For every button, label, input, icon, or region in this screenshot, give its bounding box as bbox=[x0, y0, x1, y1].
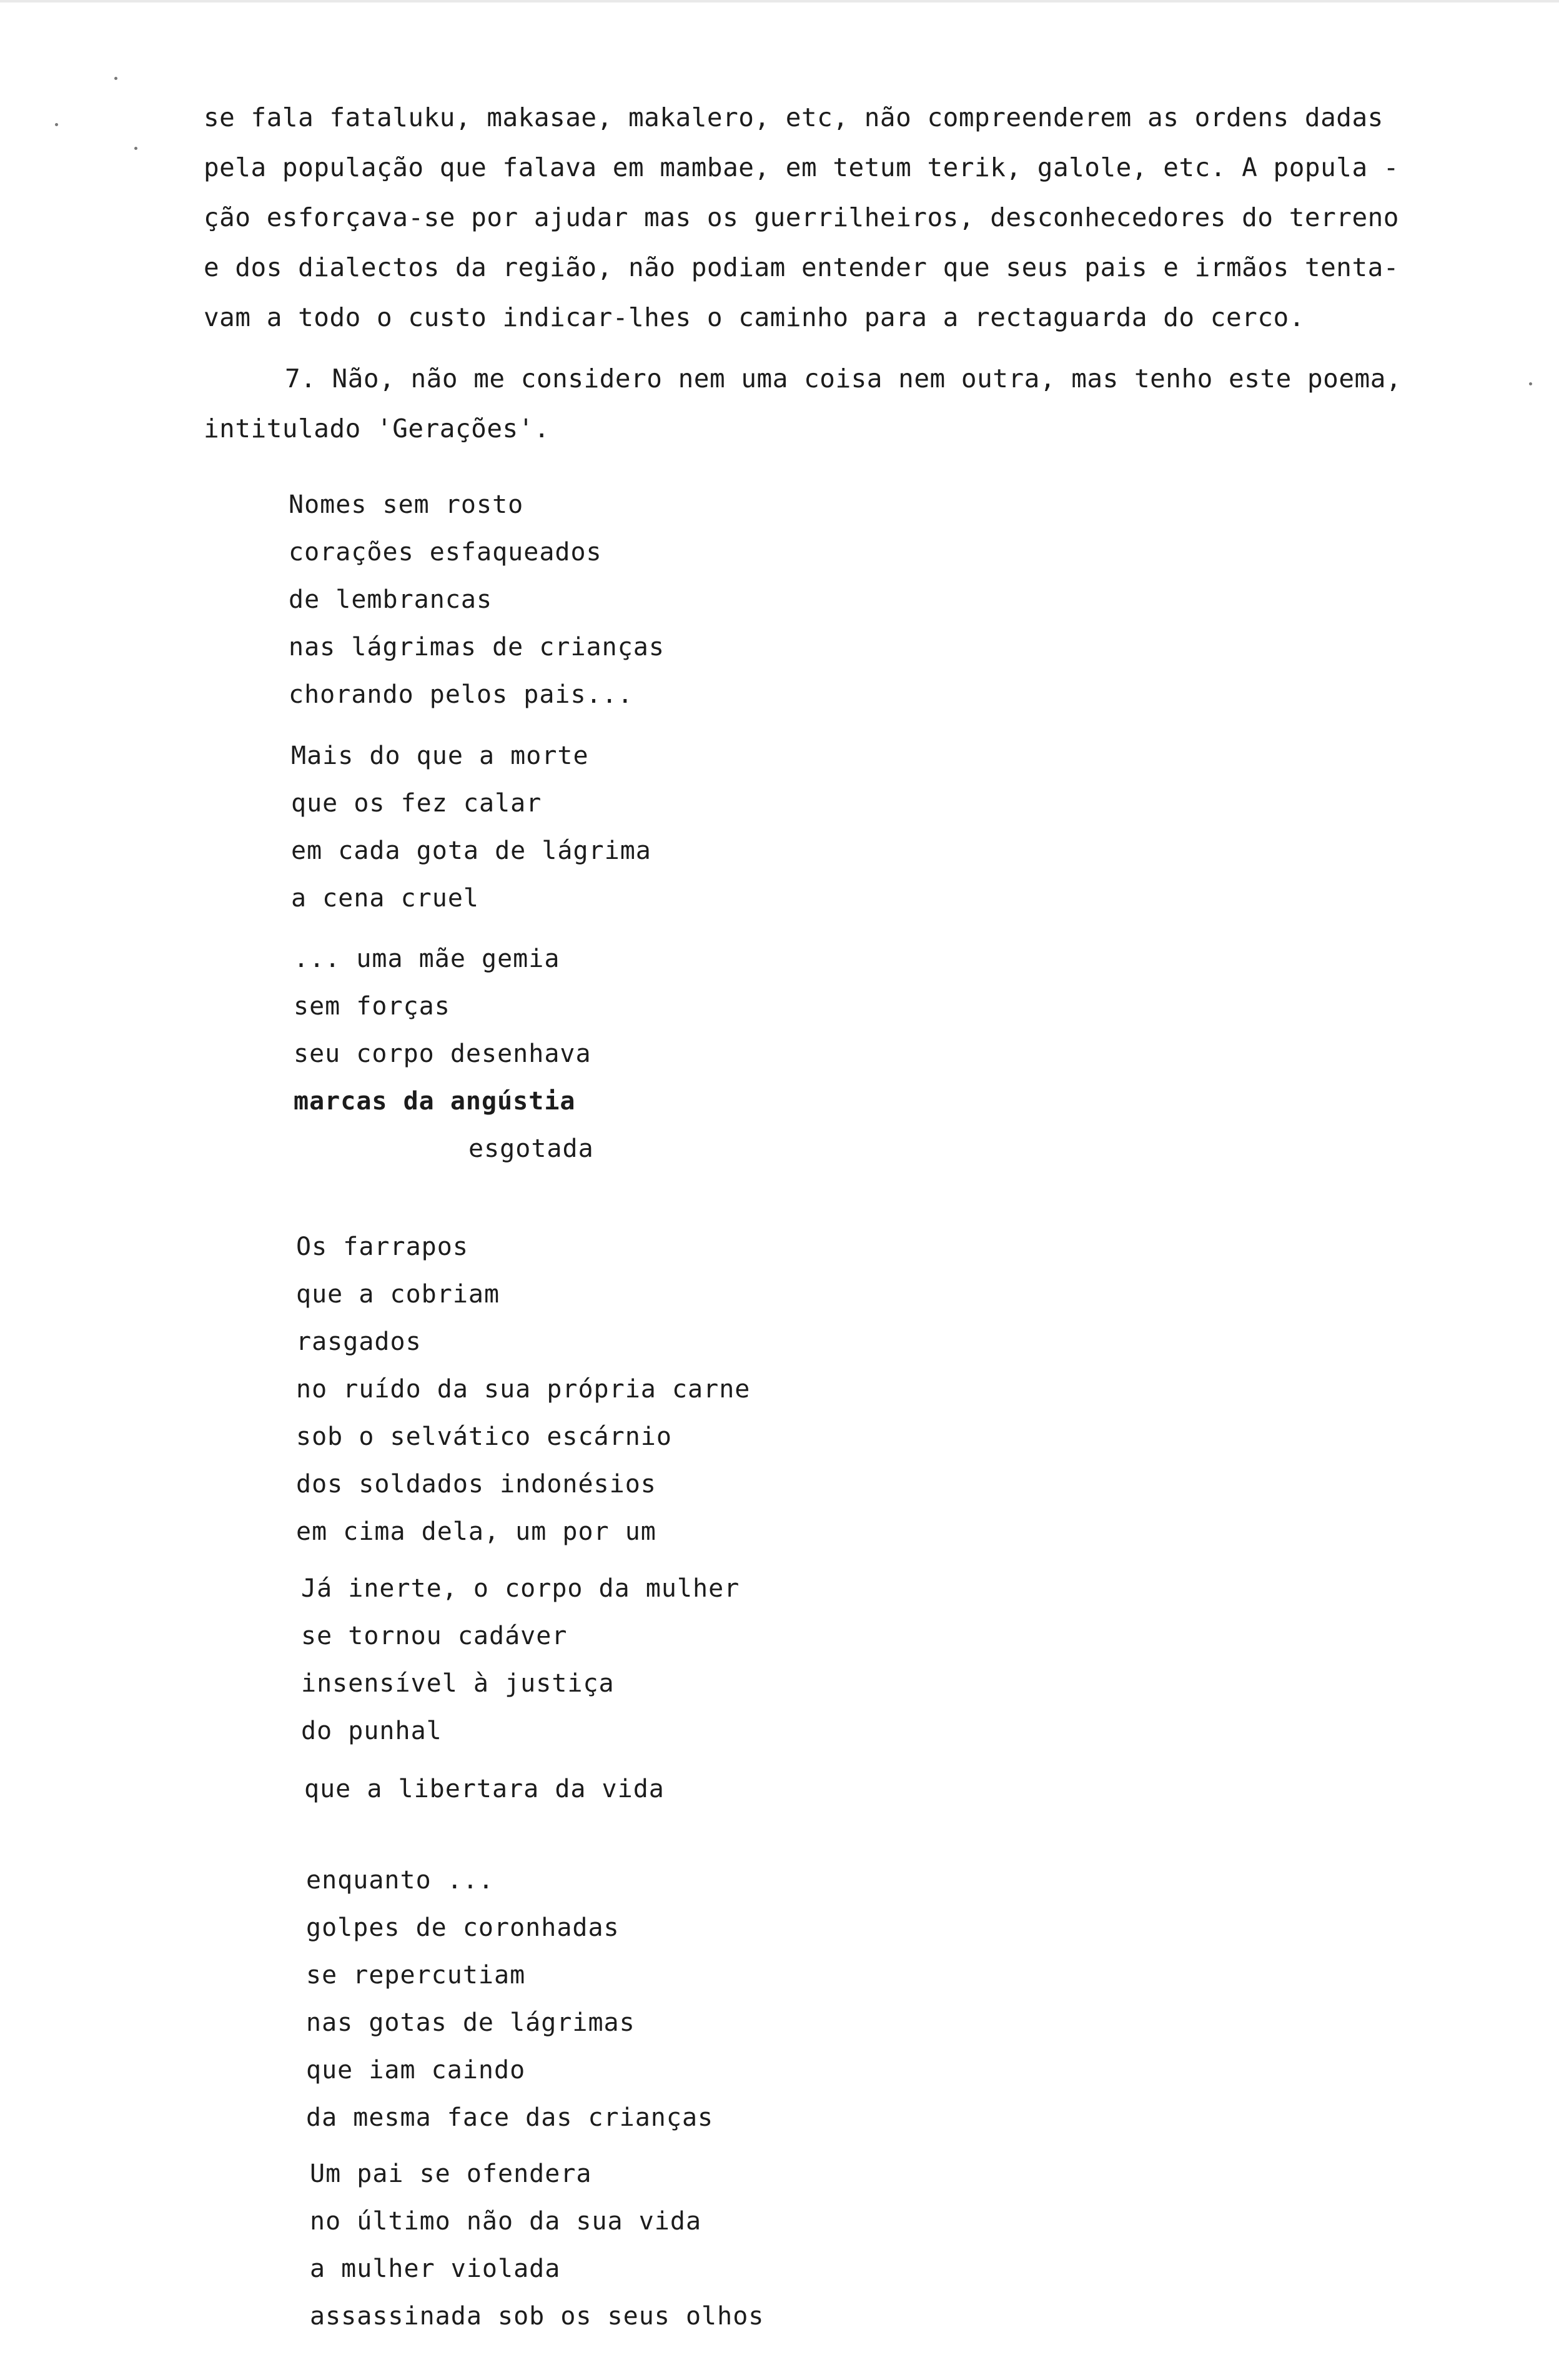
poem-stanza bbox=[294, 935, 594, 1173]
poem-line: Um pai se ofendera bbox=[310, 2159, 592, 2188]
poem-line: corações esfaqueados bbox=[289, 538, 602, 567]
poem-line: sob o selvático escárnio bbox=[296, 1422, 672, 1451]
prose-line: e dos dialectos da região, não podiam entender que seus pais e irmãos tenta- bbox=[204, 252, 1399, 282]
poem-line: a mulher violada bbox=[310, 2254, 561, 2283]
poem-line: assassinada sob os seus olhos bbox=[310, 2302, 765, 2331]
poem-line: se tornou cadáver bbox=[301, 1622, 568, 1650]
poem-stanza bbox=[310, 2150, 764, 2340]
poem-line: dos soldados indonésios bbox=[296, 1470, 656, 1499]
prose-line: pela população que falava em mambae, em tetum terik, galole, etc. A popula - bbox=[204, 152, 1399, 182]
poem-line: se repercutiam bbox=[306, 1961, 526, 1990]
poem-line: enquanto ... bbox=[306, 1866, 494, 1895]
poem-line: sem forças bbox=[294, 992, 450, 1021]
prose-line: ção esforçava-se por ajudar mas os guerrilheiros, desconhecedores do terreno bbox=[204, 202, 1399, 232]
scan-speck bbox=[1529, 382, 1532, 385]
poem-line: Mais do que a morte bbox=[291, 741, 589, 770]
prose-line: se fala fataluku, makasae, makalero, etc, não compreenderem as ordens dadas bbox=[204, 102, 1383, 132]
answer-7-line: 7. Não, não me considero nem uma coisa nem outra, mas tenho este poema, bbox=[285, 364, 1402, 394]
poem-stanza bbox=[296, 1223, 750, 1555]
poem-line: em cada gota de lágrima bbox=[291, 836, 651, 865]
poem-line: do punhal bbox=[301, 1717, 442, 1745]
poem-stanza bbox=[306, 1857, 713, 2141]
poem-line: que iam caindo bbox=[306, 2056, 526, 2085]
poem-line: golpes de coronhadas bbox=[306, 1913, 620, 1942]
scan-top-edge bbox=[0, 0, 1559, 2]
poem-line: no último não da sua vida bbox=[310, 2207, 702, 2236]
poem-line: Nomes sem rosto bbox=[289, 490, 524, 519]
poem-line: insensível à justiça bbox=[301, 1669, 615, 1698]
poem-line: Os farrapos bbox=[296, 1232, 468, 1261]
scan-speck bbox=[134, 147, 137, 150]
poem-line: que a libertara da vida bbox=[304, 1775, 665, 1803]
poem-stanza bbox=[289, 481, 665, 718]
poem-line: Já inerte, o corpo da mulher bbox=[301, 1574, 740, 1603]
poem-line: que os fez calar bbox=[291, 789, 542, 818]
poem-line: em cima dela, um por um bbox=[296, 1517, 656, 1546]
poem-stanza bbox=[304, 1765, 665, 1813]
poem-title-line: intitulado 'Gerações'. bbox=[204, 414, 550, 444]
poem-line: nas lágrimas de crianças bbox=[289, 633, 665, 662]
poem-line: de lembrancas bbox=[289, 585, 493, 614]
poem-line: rasgados bbox=[296, 1327, 422, 1356]
poem-line: ... uma mãe gemia bbox=[294, 945, 560, 973]
poem-line: da mesma face das crianças bbox=[306, 2103, 714, 2132]
poem-line: esgotada bbox=[468, 1134, 594, 1163]
prose-line: vam a todo o custo indicar-lhes o caminho para a rectaguarda do cerco. bbox=[204, 302, 1305, 332]
scan-speck bbox=[55, 123, 58, 126]
poem-stanza bbox=[301, 1565, 740, 1755]
poem-line: marcas da angústia bbox=[294, 1087, 576, 1116]
prose-block bbox=[204, 92, 1528, 454]
poem-line: chorando pelos pais... bbox=[289, 680, 633, 709]
poem-line: a cena cruel bbox=[291, 884, 479, 913]
poem-stanza bbox=[291, 732, 651, 922]
poem-line: nas gotas de lágrimas bbox=[306, 2008, 635, 2037]
poem-line: no ruído da sua própria carne bbox=[296, 1375, 751, 1404]
poem-line: seu corpo desenhava bbox=[294, 1039, 591, 1068]
scan-speck bbox=[114, 77, 117, 80]
poem-line: que a cobriam bbox=[296, 1280, 500, 1309]
